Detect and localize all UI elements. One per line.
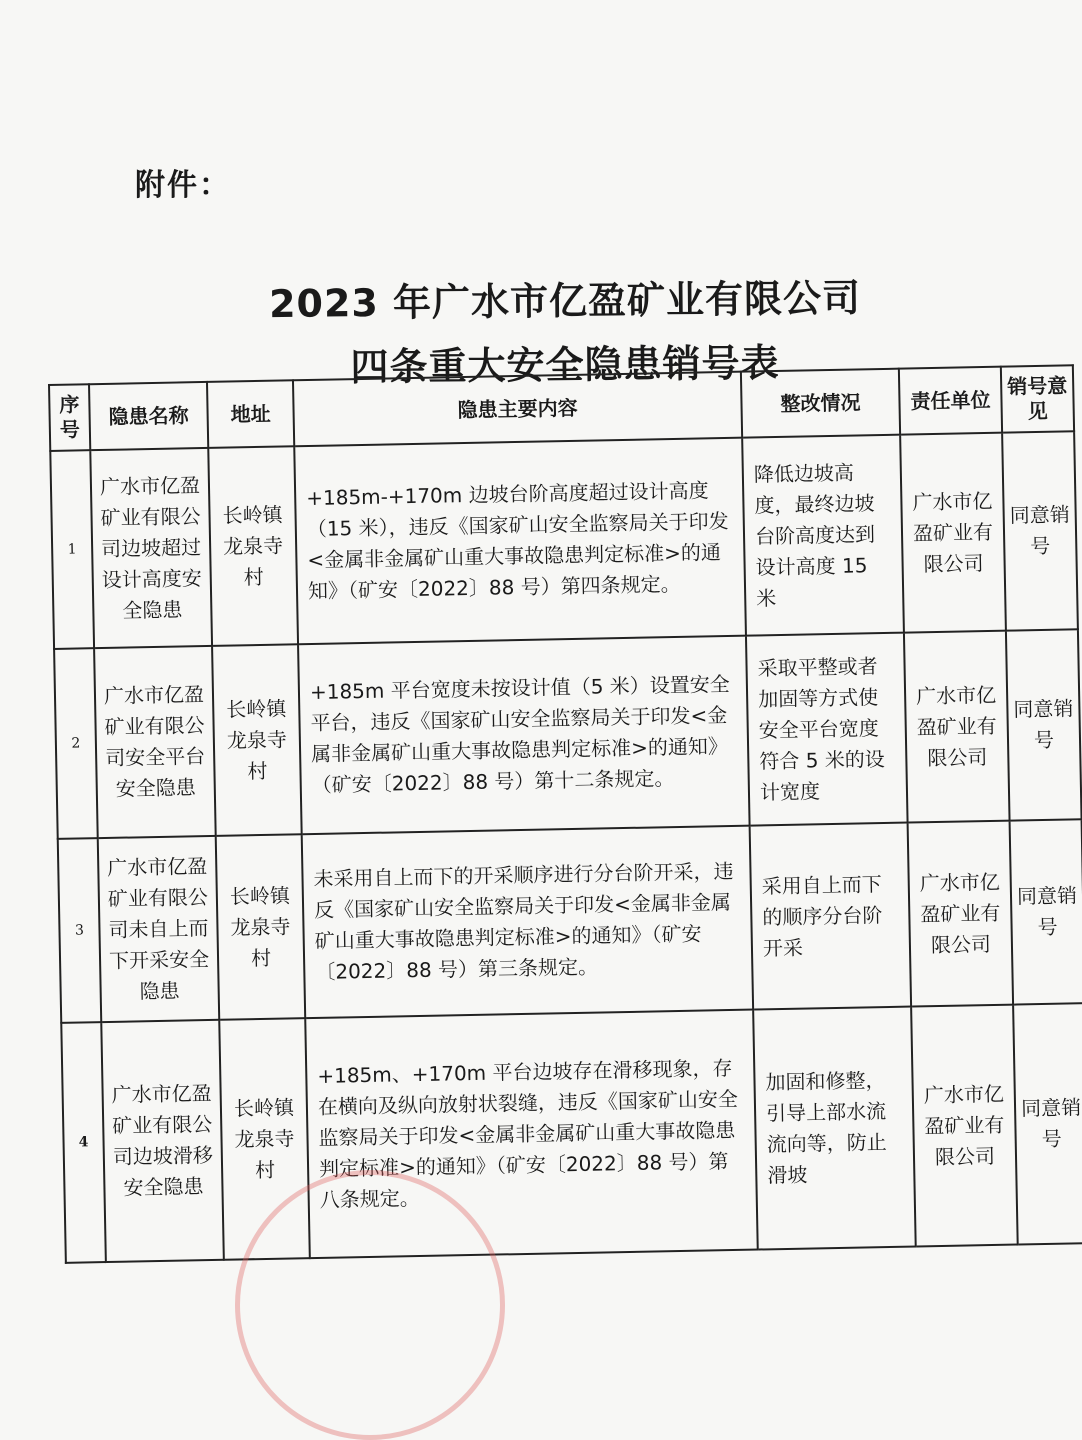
row-hazard-content: +185m、+170m 平台边坡存在滑移现象，存在横向及纵向放射状裂缝，违反《国家矿山安全监察局关于印发<金属非金属矿山重大事故隐患判定标准>的通知》（矿安〔2022〕88 号）第八条规定。: [305, 1010, 758, 1259]
header-name: 隐患名称: [89, 382, 208, 450]
row-rectification: 采用自上而下的顺序分台阶开采: [750, 823, 912, 1010]
row-rectification: 加固和修整，引导上部水流流向等，防止滑坡: [753, 1007, 916, 1250]
row-responsible-unit: 广水市亿盈矿业有限公司: [904, 631, 1010, 823]
header-content: 隐患主要内容: [293, 372, 742, 447]
row-hazard-content: +185m-+170m 边坡台阶高度超过设计高度（15 米），违反《国家矿山安全监察局关于印发<金属非金属矿山重大事故隐患判定标准>的通知》（矿安〔2022〕88 号）第四条规定。: [294, 438, 746, 645]
table-row: [61, 1003, 1082, 1263]
row-hazard-content: 未采用自上而下的开采顺序进行分台阶开采，违反《国家矿山安全监察局关于印发<金属非金属矿山重大事故隐患判定标准>的通知》（矿安〔2022〕88 号）第三条规定。: [302, 826, 753, 1019]
row-opinion: 同意销号: [1006, 629, 1082, 820]
row-num: 3: [58, 838, 102, 1023]
row-rectification: 采取平整或者加固等方式使安全平台宽度符合 5 米的设计宽度: [746, 633, 908, 826]
table-row: [54, 629, 1081, 839]
row-responsible-unit: 广水市亿盈矿业有限公司: [908, 821, 1014, 1007]
row-address: 长岭镇龙泉寺村: [208, 446, 298, 646]
row-rectification: 降低边坡高度，最终边坡台阶高度达到设计高度 15 米: [742, 435, 904, 636]
table-row: [50, 431, 1078, 649]
row-num: 4: [61, 1022, 106, 1263]
row-hazard-name: 广水市亿盈矿业有限公司未自上而下开采安全隐患: [98, 836, 220, 1022]
row-address: 长岭镇龙泉寺村: [212, 644, 302, 836]
row-num: 1: [50, 450, 94, 649]
row-address: 长岭镇龙泉寺村: [216, 834, 306, 1020]
attachment-label: 附件：: [135, 168, 231, 203]
header-rectification: 整改情况: [741, 369, 900, 438]
row-opinion: 同意销号: [1002, 431, 1078, 630]
red-seal-stamp: [235, 1170, 505, 1440]
row-opinion: 同意销号: [1013, 1003, 1082, 1244]
row-hazard-name: 广水市亿盈矿业有限公司边坡超过设计高度安全隐患: [90, 448, 212, 648]
row-address: 长岭镇龙泉寺村: [219, 1018, 310, 1260]
row-hazard-content: +185m 平台宽度未按设计值（5 米）设置安全平台，违反《国家矿山安全监察局关于印发<金属非金属矿山重大事故隐患判定标准>的通知》（矿安〔2022〕88 号）第十二条规定。: [298, 636, 750, 835]
row-hazard-name: 广水市亿盈矿业有限公司安全平台安全隐患: [94, 646, 216, 838]
row-num: 2: [54, 648, 98, 839]
row-responsible-unit: 广水市亿盈矿业有限公司: [911, 1005, 1018, 1247]
header-num: 序号: [49, 384, 90, 451]
header-unit: 责任单位: [899, 367, 1002, 435]
header-address: 地址: [207, 380, 294, 448]
table-row: [58, 819, 1082, 1023]
document-title-line1: 2023 年广水市亿盈矿业有限公司: [268, 275, 862, 327]
hazard-table: [48, 364, 1082, 1264]
row-opinion: 同意销号: [1010, 819, 1082, 1004]
row-hazard-name: 广水市亿盈矿业有限公司边坡滑移安全隐患: [101, 1020, 224, 1262]
document-title-line2: 四条重大安全隐患销号表: [350, 340, 780, 390]
row-responsible-unit: 广水市亿盈矿业有限公司: [900, 433, 1006, 633]
header-opinion: 销号意见: [1001, 365, 1074, 432]
